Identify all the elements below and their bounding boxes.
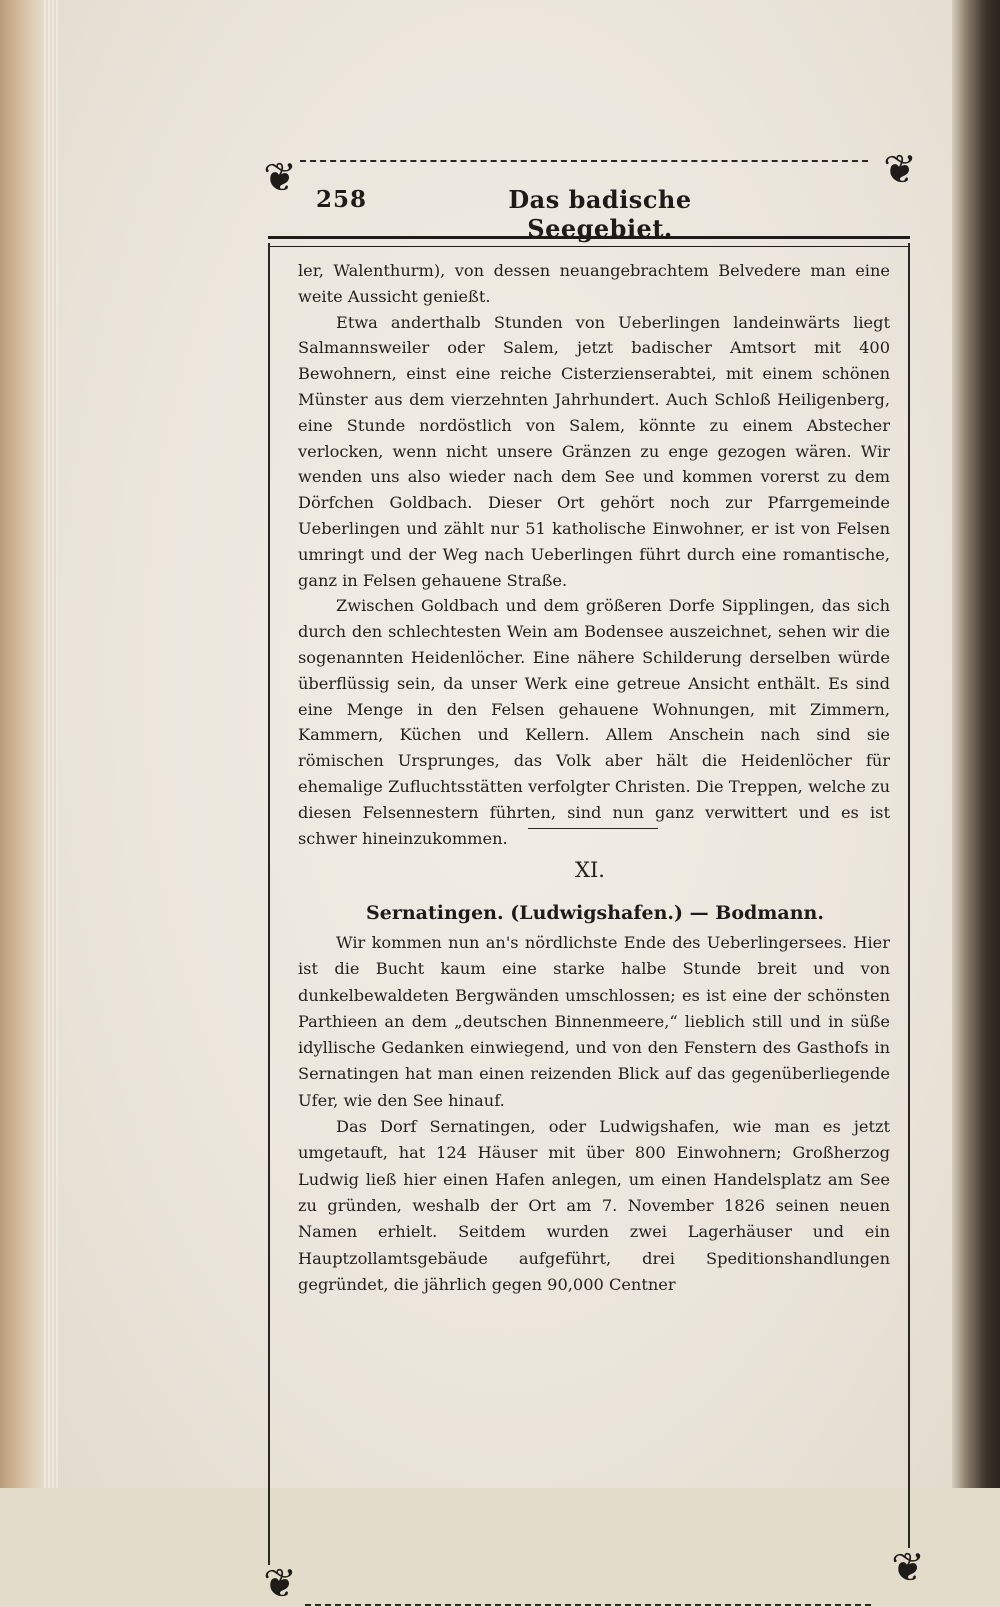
page-number: 258 bbox=[316, 186, 368, 213]
ornament-top-left-icon: ❦ bbox=[263, 155, 297, 201]
section-number: XI. bbox=[575, 858, 605, 882]
paragraph: Wir kommen nun an's nördlichste Ende des Ueberlingersees. Hier ist die Bucht kaum eine starke halbe Stunde breit und von dunkelbewaldeten Bergwänden umschlossen; es ist eine der schönsten Parthieen an dem „deutschen Binnenmeere,“ lieblich still und in süße idyllische Gedanken einwiegend, und von den Fenstern des Gasthofs in Sernatingen hat man einen reizenden Blick auf das gegenüberliegende Ufer, wie den See hinauf. bbox=[298, 933, 890, 1110]
paragraph: ler, Walenthurm), von dessen neuangebrachtem Belvedere man eine weite Aussicht genießt. bbox=[298, 261, 890, 306]
top-decorative-rule bbox=[300, 160, 868, 162]
page-edges bbox=[44, 0, 58, 1488]
frame-left-line bbox=[268, 243, 270, 1565]
paragraph: Zwischen Goldbach und dem größeren Dorfe Sipplingen, das sich durch den schlechtesten Wein am Bodensee auszeichnet, sehen wir die sogenannten Heidenlöcher. Eine nähere Schilderung derselben würde überflüssig sein, da unser Werk eine getreue Ansicht enthält. Es sind eine Menge in den Felsen gehauene Wohnungen, mit Zimmern, Kammern, Küchen und Kellern. Allem Anschein nach sind sie römischen Ursprunges, das Volk aber hält die Heidenlöcher für ehemalige Zufluchtsstätten verfolgter Christen. Die Treppen, welche zu diesen Felsennestern führten, sind nun ganz verwittert und es ist schwer hineinzukommen. bbox=[298, 596, 890, 848]
paragraph: Etwa anderthalb Stunden von Ueberlingen landeinwärts liegt Salmannsweiler oder Salem, jetzt badischer Amtsort mit 400 Bewohnern, einst eine reiche Cisterzienserabtei, mit einem schönen Münster aus dem vierzehnten Jahrhundert. Auch Schloß Heiligenberg, eine Stunde nordöstlich von Salem, könnte zu einem Abstecher verlocken, wenn nicht unsere Gränzen zu enge gezogen wären. Wir wenden uns also wieder nach dem See und kommen vorerst zu dem Dörfchen Goldbach. Dieser Ort gehört noch zur Pfarrgemeinde Ueberlingen und zählt nur 51 katholische Einwohner, er ist von Felsen umringt und der Weg nach Ueberlingen führt durch eine romantische, ganz in Felsen gehauene Straße. bbox=[298, 312, 890, 590]
section-title: Sernatingen. (Ludwigshafen.) — Bodmann. bbox=[366, 902, 824, 924]
paragraph: Das Dorf Sernatingen, oder Ludwigshafen, wie man es jetzt umgetauft, hat 124 Häuser mit über 800 Einwohnern; Großherzog Ludwig ließ hier einen Hafen anlegen, um einen Handelsplatz am See zu gründen, weshalb der Ort am 7. November 1826 seinen neuen Namen erhielt. Seitdem wurden zwei Lagerhäuser und ein Hauptzollamtsgebäude aufgeführt, drei Speditionshandlungen gegründet, die jährlich gegen 90,000 Centner bbox=[298, 1117, 890, 1294]
body-text-bottom bbox=[298, 930, 890, 1298]
frame-right-line bbox=[908, 243, 910, 1548]
ornament-bottom-right-icon: ❦ bbox=[891, 1545, 925, 1591]
bottom-decorative-rule bbox=[305, 1604, 871, 1606]
ornament-top-right-icon: ❦ bbox=[883, 147, 917, 193]
header-rule bbox=[268, 236, 910, 247]
book-spine-left bbox=[0, 0, 44, 1488]
ornament-bottom-left-icon: ❦ bbox=[263, 1561, 297, 1607]
book-cover-right bbox=[952, 0, 1000, 1488]
section-divider bbox=[528, 828, 658, 829]
running-title: Das badische Seegebiet. bbox=[508, 185, 692, 243]
body-text-top bbox=[298, 258, 890, 851]
